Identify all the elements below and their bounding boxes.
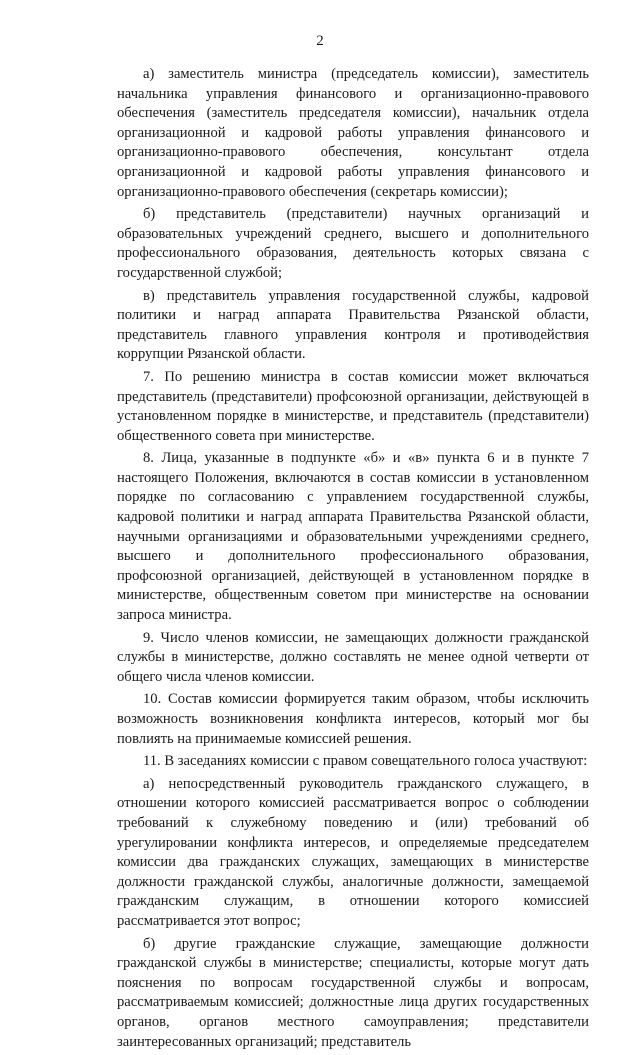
paragraph-6a: а) заместитель министра (председатель комиссии), заместитель начальника управления финансового и организационно-правового обеспечения (заместитель председателя комиссии), начальник отдела организационной и кадровой работы управления финансового и организационно-правового обеспечения, консультант отдела организационной и кадровой работы управления финансового и организационно-правового обеспечения (секретарь комиссии); (117, 66, 589, 200)
paragraph-8: 8. Лица, указанные в подпункте «б» и «в» пункта 6 и в пункте 7 настоящего Положения, включаются в состав комиссии в установленном порядке по согласованию с управлением государственной службы, кадровой политики и наград аппарата Правительства Рязанской области, научными организациями и образовательными учреждениями среднего, высшего и дополнительного профессионального образования, профсоюзной организацией, действующей в установленном порядке в министерстве, общественным советом при министерстве на основании запроса министра. (117, 450, 589, 624)
paragraph-9: 9. Число членов комиссии, не замещающих должности гражданской службы в министерстве, должно составлять не менее одной четверти от общего числа членов комиссии. (117, 629, 589, 685)
paragraph-6v: в) представитель управления государственной службы, кадровой политики и наград аппарата Правительства Рязанской области, представитель главного управления контроля и противодействия коррупции Рязанской области. (117, 287, 589, 363)
paragraph-6b: б) представитель (представители) научных организаций и образовательных учреждений среднего, высшего и дополнительного профессионального образования, деятельность которых связана с государственной службой; (117, 206, 589, 281)
paragraph-11b: б) другие гражданские служащие, замещающие должности гражданской службы в министерстве; специалисты, которые могут дать пояснения по вопросам государственной службы и вопросам, рассматриваемым комиссией; должностные лица других государственных органов, органов местного самоуправления; представители заинтересованных организаций; представитель (117, 935, 589, 1050)
page-number: 2 (316, 33, 324, 49)
paragraph-11a: а) непосредственный руководитель гражданского служащего, в отношении которого комиссией рассматривается вопрос о соблюдении требований к служебному поведению и (или) требований об урегулировании конфликта интересов, и определяемые председателем комиссии два гражданских служащих, замещающих в министерстве должности гражданской службы, аналогичные должности, замещаемой гражданским служащим, в отношении которого комиссией рассматривается этот вопрос; (117, 775, 589, 929)
paragraph-10: 10. Состав комиссии формируется таким образом, чтобы исключить возможность возникновения конфликта интересов, который мог бы повлиять на принимаемые комиссией решения. (117, 691, 589, 747)
document-body (117, 65, 589, 1055)
paragraph-11: 11. В заседаниях комиссии с правом совещательного голоса участвуют: (143, 753, 588, 770)
paragraph-7: 7. По решению министра в состав комиссии может включаться представитель (представители) профсоюзной организации, действующей в установленном порядке в министерстве, и представитель (представители) общественного совета при министерстве. (117, 368, 589, 444)
